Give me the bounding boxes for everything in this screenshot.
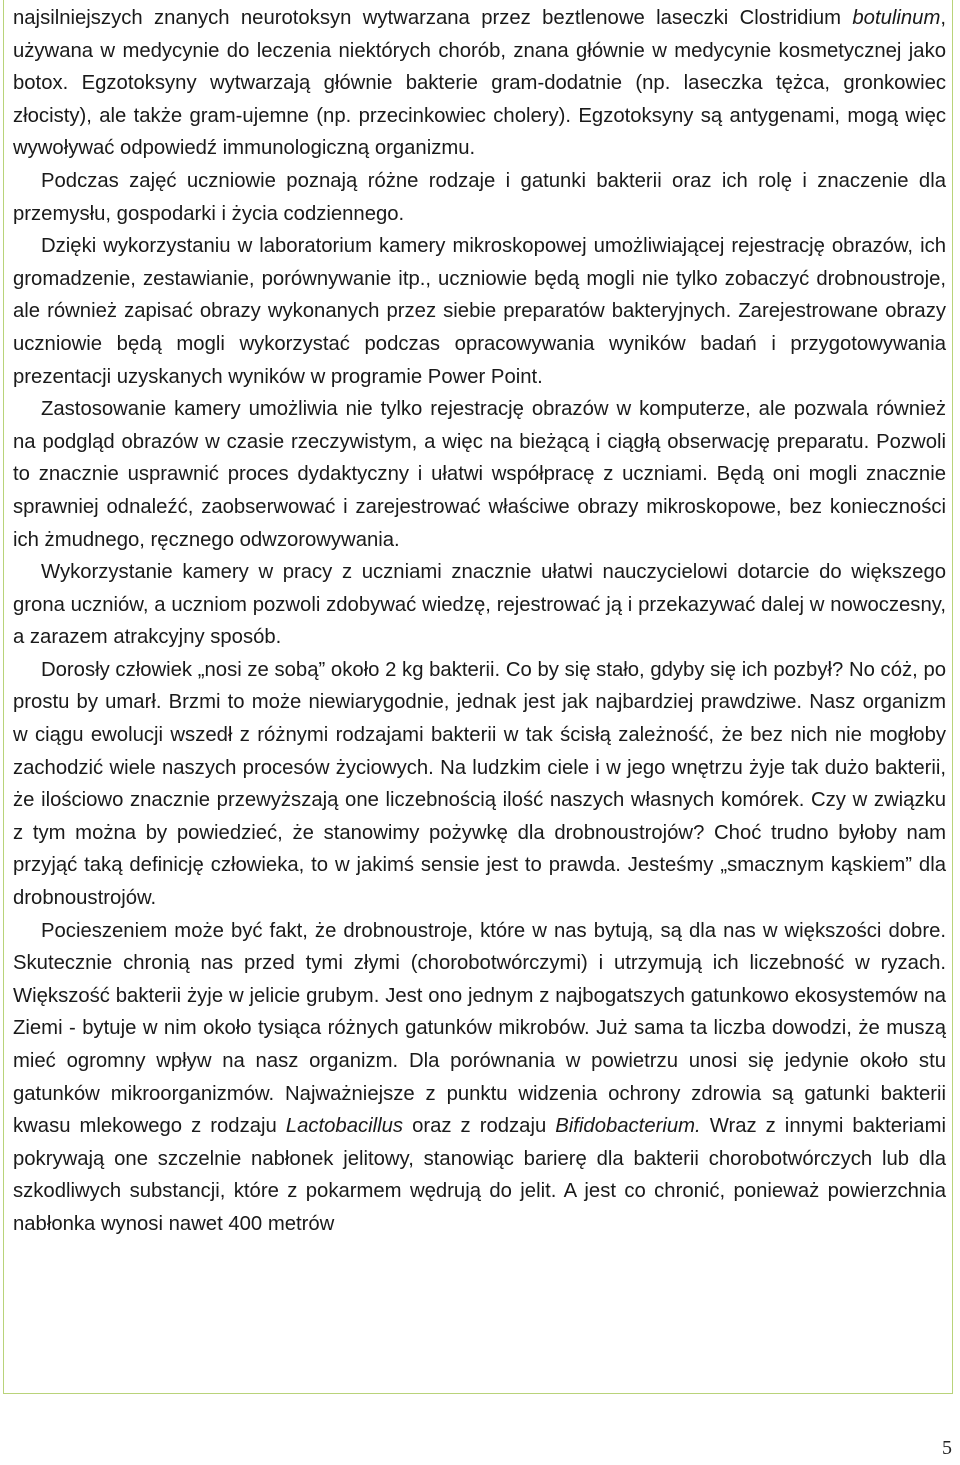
page-number: 5 <box>942 1437 952 1459</box>
paragraph-continuation <box>13 2 946 165</box>
text-run: Pocieszeniem może być fakt, że drobnoustroje, które w nas bytują, są dla nas w większości dobre. Skutecznie chronią nas przed tymi złymi (chorobotwórczymi) i utrzymują ich liczebność w ryzach. Większość bakterii żyje w jelicie grubym. Jest ono jednym z najbogatszych gatunkowo ekosystemów na Ziemi - bytuje w nim około tysiąca różnych gatunków mikrobów. Już sama ta liczba dowodzi, że muszą mieć ogromny wpływ na nasz organizm. Dla porównania w powietrzu unosi się jedynie około stu gatunków mikroorganizmów. Najważniejsze z punktu widzenia ochrony zdrowia są gatunki bakterii kwasu mlekowego z rodzaju <box>13 919 946 1138</box>
paragraph-gut-bacteria <box>13 915 946 1241</box>
text-run: Dorosły człowiek „nosi ze sobą” około 2 kg bakterii. Co by się stało, gdyby się ich pozbył? No cóż, po prostu by umarł. Brzmi to może niewiarygodnie, jednak jest jak najbardziej prawdziwe. Nasz organizm w ciągu ewolucji wszedł z różnymi rodzajami bakterii w tak ścisłą zależność, że bez nich nie mogłoby zachodzić wiele naszych procesów życiowych. Na ludzkim ciele i w jego wnętrzu żyje tak dużo bakterii, że ilościowo znacznie przewyższają one liczebnością ilość naszych własnych komórek. Czy w związku z tym można by powiedzieć, że stanowimy pożywkę dla drobnoustrojów? Choć trudno byłoby nam przyjąć taką definicję człowieka, to w jakimś sensie jest to prawda. Jesteśmy „smacznym kąskiem” dla drobnoustrojów. <box>13 658 946 910</box>
text-run: Zastosowanie kamery umożliwia nie tylko rejestrację obrazów w komputerze, ale pozwala również na podgląd obrazów w czasie rzeczywistym, a więc na bieżącą i ciągłą obserwację preparatu. Pozwoli to znacznie usprawnić proces dydaktyczny i ułatwi współpracę z uczniami. Będą oni mogli znacznie sprawniej odnaleźć, zaobserwować i zarejestrować właściwe obrazy mikroskopowe, bez konieczności ich żmudnego, ręcznego odwzorowywania. <box>13 398 946 551</box>
text-run: Wraz z innymi bakteriami pokrywają one szczelnie nabłonek jelitowy, stanowiąc barierę dla bakterii chorobotwórczych lub dla szkodliwych substancji, które z pokarmem wędrują do jelit. A jest co chronić, ponieważ powierzchnia nabłonka wynosi nawet 400 metrów <box>13 1115 946 1235</box>
paragraph-microscope-camera <box>13 230 946 393</box>
italic-term: botulinum <box>852 7 941 29</box>
document-body <box>13 2 946 1241</box>
paragraph-camera-benefits <box>13 393 946 556</box>
text-run: Wykorzystanie kamery w pracy z uczniami znacznie ułatwi nauczycielowi dotarcie do większego grona uczniów, a uczniom pozwoli zdobywać wiedzę, rejestrować ją i przekazywać dalej w nowoczesny, a zarazem atrakcyjny sposób. <box>13 561 946 649</box>
paragraph-teacher-benefits <box>13 556 946 654</box>
text-run: , używana w medycynie do leczenia niektórych chorób, znana głównie w medycynie kosmetycznej jako botox. Egzotoksyny wytwarzają głównie bakterie gram-dodatnie (np. laseczka tężca, gronkowiec złocisty), ale także gram-ujemne (np. przecinkowiec cholery). Egzotoksyny są antygenami, mogą więc wywoływać odpowiedź immunologiczną organizmu. <box>13 7 946 160</box>
text-run: najsilniejszych znanych neurotoksyn wytwarzana przez beztlenowe laseczki Clostridium <box>13 7 853 29</box>
paragraph-body-bacteria <box>13 654 946 915</box>
paragraph-lesson-topics <box>13 165 946 230</box>
text-run: Podczas zajęć uczniowie poznają różne rodzaje i gatunki bakterii oraz ich rolę i znaczenie dla przemysłu, gospodarki i życia codziennego. <box>13 169 946 225</box>
italic-term: Bifidobacterium. <box>555 1115 701 1138</box>
text-run: Dzięki wykorzystaniu w laboratorium kamery mikroskopowej umożliwiającej rejestrację obrazów, ich gromadzenie, zestawianie, porównywanie itp., uczniowie będą mogli nie tylko zobaczyć drobnoustroje, ale również zapisać obrazy wykonanych przez siebie preparatów bakteryjnych. Zarejestrowane obrazy uczniowie będą mogli wykorzystać podczas opracowywania wyników badań i przygotowywania prezentacji uzyskanych wyników w programie Power Point. <box>13 235 946 388</box>
italic-term: Lactobacillus <box>285 1115 404 1138</box>
text-run: oraz z rodzaju <box>403 1115 556 1138</box>
